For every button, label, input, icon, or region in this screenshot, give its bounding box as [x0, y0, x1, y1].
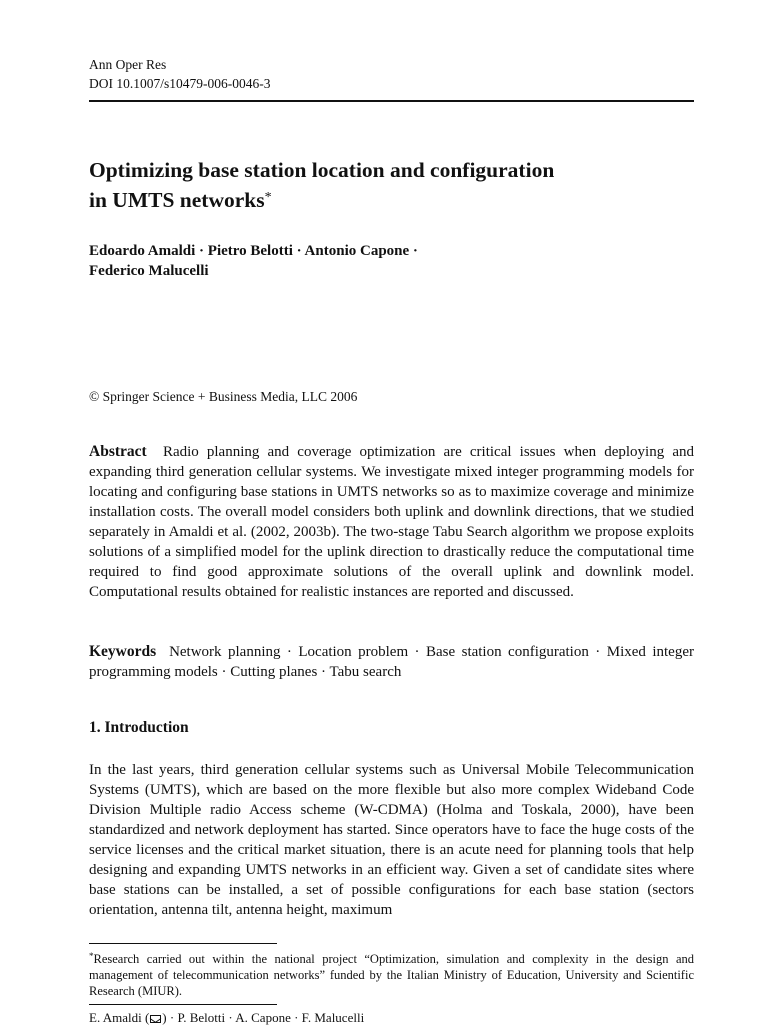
journal-name: Ann Oper Res: [89, 57, 167, 72]
abstract-text: Radio planning and coverage optimization are critical issues when deploying and expanding third generation cellular systems. We investigate mixed integer programming models for locating and configuring base stations in UMTS networks so as to maximize coverage and minimize installation costs. The overall model considers both uplink and downlink directions, that we studied separately in Amaldi et al. (2002, 2003b). The two-stage Tabu Search algorithm we propose exploits solutions of a simplified model for the uplink direction to drastically reduce the computational time required to find good approximate solutions of the overall uplink and downlink model. Computational results obtained for realistic instances are reported and discussed.: [89, 444, 695, 600]
affiliation-suffix: ) · P. Belotti · A. Capone · F. Malucelli: [162, 1010, 365, 1025]
keywords: [89, 642, 694, 682]
header-rule: [89, 100, 694, 102]
abstract-heading: Abstract: [89, 443, 147, 460]
abstract: [89, 442, 694, 602]
affiliation-prefix: E. Amaldi (: [89, 1010, 150, 1025]
keywords-heading: Keywords: [89, 643, 157, 660]
keywords-text: Network planning · Location problem · Base station configuration · Mixed integer programming models · Cutting planes · Tabu search: [89, 644, 694, 680]
footnote-text: Research carried out within the national project “Optimization, simulation and complexity in the design and management of telecommunication networks” funded by the Italian Ministry of Education, University and Scientific Research (MIUR).: [89, 952, 694, 998]
title-footnote-mark[interactable]: *: [264, 190, 272, 205]
envelope-icon[interactable]: [150, 1015, 161, 1023]
section-heading: 1. Introduction: [89, 719, 189, 736]
paper-title: [89, 156, 694, 214]
journal-header: [89, 55, 271, 93]
introduction-paragraph: In the last years, third generation cellular systems such as Universal Mobile Telecommunication Systems (UMTS), which are based on the more flexible but also more complex Wideband Code Division Multiple radio Access scheme (W-CDMA) (Holma and Toskala, 2000), have been standardized and network deployment has started. Since operators have to face the huge costs of the service licenses and the critical market situation, there is an acute need for planning tools that help designing and expanding UMTS networks in an efficient way. Given a set of candidate sites where base stations can be installed, a set of possible configurations for each base station (sectors orientation, antenna tilt, antenna height, maximum: [89, 762, 694, 918]
footnote-rule: [89, 943, 277, 944]
authors-line-2: Federico Malucelli: [89, 263, 209, 279]
authors-line-1: Edoardo Amaldi · Pietro Belotti · Antonio Capone ·: [89, 243, 418, 259]
footnote: [89, 948, 694, 999]
title-line-1: Optimizing base station location and configuration: [89, 158, 555, 182]
doi: DOI 10.1007/s10479-006-0046-3: [89, 76, 271, 91]
title-line-2: in UMTS networks: [89, 188, 265, 212]
copyright-notice: © Springer Science + Business Media, LLC 2006: [89, 389, 358, 404]
footnote-mark: *: [89, 951, 94, 961]
affiliation-rule: [89, 1004, 277, 1005]
author-list: [89, 241, 694, 281]
